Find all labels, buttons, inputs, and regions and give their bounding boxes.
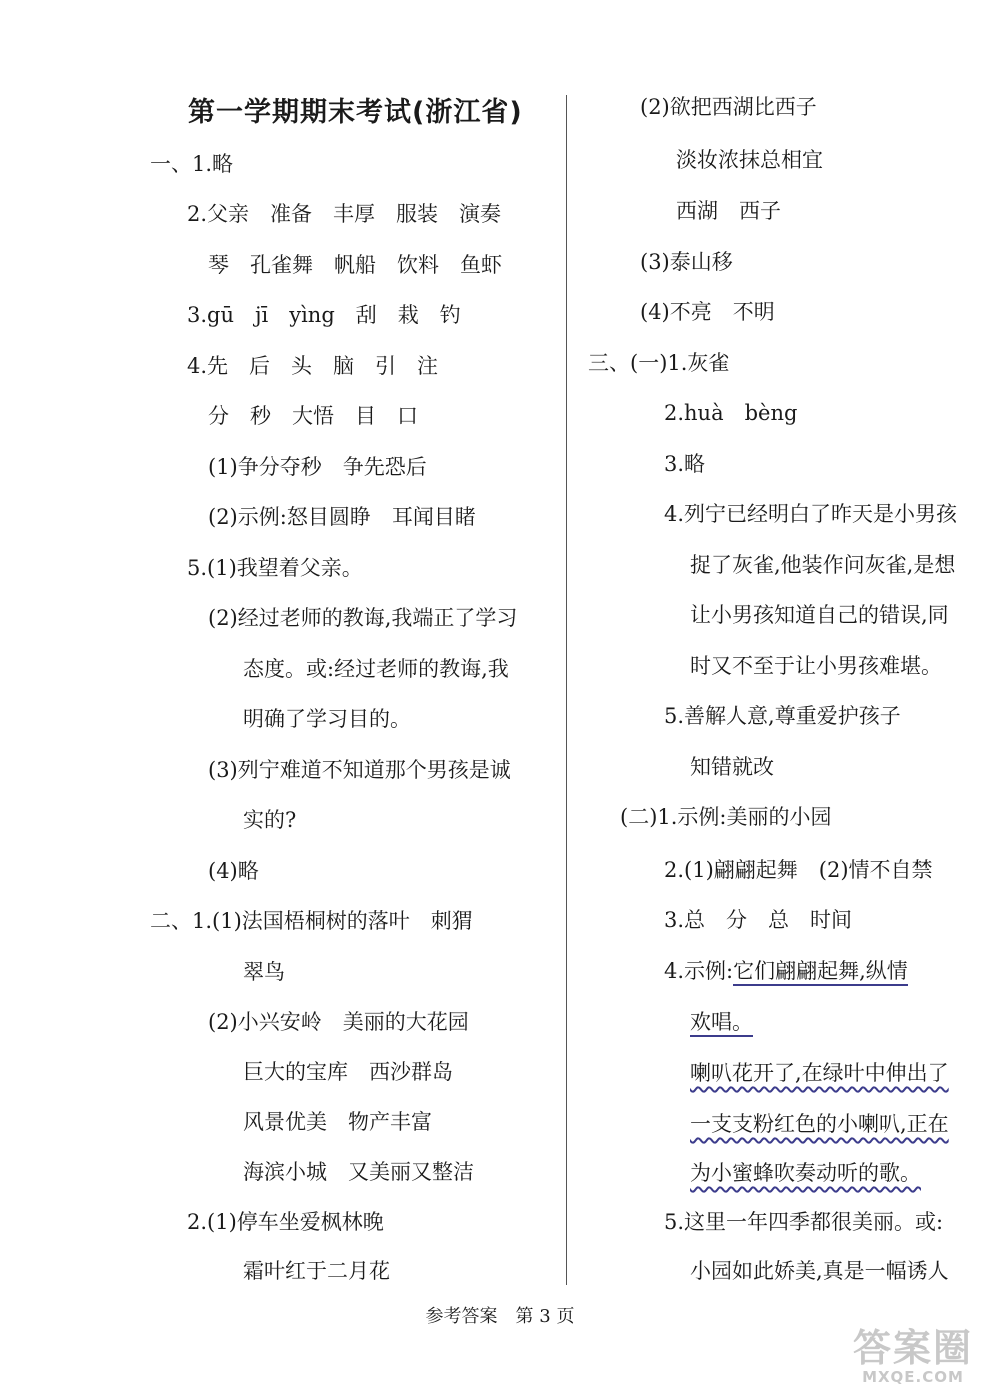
left-line-21: 海滨小城 又美丽又整洁 [243, 1160, 474, 1184]
right-line-7: 2.huà bèng [664, 401, 798, 425]
right-line-24: 小园如此娇美,真是一幅诱人 [690, 1259, 949, 1283]
right-line-18 [664, 956, 908, 986]
left-line-22: 2.(1)停车坐爱枫林晚 [187, 1210, 384, 1234]
underlined-answer-end: 欢唱。 [690, 1010, 753, 1037]
wavy-underlined-sentence-3: 为小蜜蜂吹奏动听的歌。 [690, 1161, 921, 1185]
wavy-underlined-sentence-2: 一支支粉红色的小喇叭,正在 [690, 1112, 949, 1136]
left-line-5: 4.先 后 头 脑 引 注 [187, 354, 439, 378]
right-line-21 [690, 1109, 949, 1139]
right-line-20 [690, 1058, 949, 1088]
right-line-11: 让小男孩知道自己的错误,同 [690, 603, 949, 627]
right-line-5: (4)不亮 不明 [640, 300, 775, 324]
left-line-20: 风景优美 物产丰富 [243, 1110, 432, 1134]
underlined-answer: 它们翩翩起舞,纵情 [733, 959, 908, 986]
page-footer: 参考答案 第 3 页 [425, 1306, 575, 1327]
left-line-9: 5.(1)我望着父亲。 [187, 556, 363, 580]
left-line-18: (2)小兴安岭 美丽的大花园 [208, 1010, 469, 1034]
right-line-16: 2.(1)翩翩起舞 (2)情不自禁 [664, 858, 933, 882]
left-line-8: (2)示例:怒目圆睁 耳闻目睹 [208, 505, 476, 529]
right-line-13: 5.善解人意,尊重爱护孩子 [664, 704, 901, 728]
left-line-23: 霜叶红于二月花 [243, 1259, 390, 1283]
right-line-10: 捉了灰雀,他装作问灰雀,是想 [690, 553, 956, 577]
left-line-2: 2.父亲 准备 丰厚 服装 演奏 [187, 202, 502, 226]
left-line-3: 琴 孔雀舞 帆船 饮料 鱼虾 [208, 253, 502, 277]
left-line-17: 翠鸟 [243, 960, 285, 984]
right-line-17: 3.总 分 总 时间 [664, 908, 853, 932]
column-divider [566, 95, 567, 1285]
right-line-15: (二)1.示例:美丽的小园 [620, 805, 832, 829]
right-line-19 [690, 1007, 753, 1037]
left-line-13: (3)列宁难道不知道那个男孩是诚 [208, 758, 511, 782]
watermark-logo [838, 1328, 988, 1388]
right-line-3: 西湖 西子 [676, 199, 781, 223]
left-line-15: (4)略 [208, 859, 259, 883]
left-line-10: (2)经过老师的教诲,我端正了学习 [208, 606, 518, 630]
left-line-14: 实的? [243, 808, 297, 832]
left-line-4: 3.gū jī yìng 刮 栽 钓 [187, 303, 461, 327]
right-line-4: (3)泰山移 [640, 250, 733, 274]
right-line-12: 时又不至于让小男孩难堪。 [690, 654, 942, 678]
right-line-23: 5.这里一年四季都很美丽。或: [664, 1210, 944, 1234]
left-line-16: 二、1.(1)法国梧桐树的落叶 刺猬 [150, 909, 473, 933]
right-line-9: 4.列宁已经明白了昨天是小男孩 [664, 502, 958, 526]
left-line-6: 分 秒 大悟 目 口 [208, 404, 418, 428]
left-line-11: 态度。或:经过老师的教诲,我 [243, 657, 509, 681]
right-line-2: 淡妆浓抹总相宜 [676, 148, 823, 172]
left-line-12: 明确了学习目的。 [243, 707, 411, 731]
right-line-1: (2)欲把西湖比西子 [640, 95, 817, 119]
wavy-underlined-sentence-1: 喇叭花开了,在绿叶中伸出了 [690, 1061, 949, 1085]
right-line-22 [690, 1158, 921, 1188]
left-line-1: 一、1.略 [150, 152, 234, 176]
right-line-6: 三、(一)1.灰雀 [588, 351, 730, 375]
example-label: 4.示例: [664, 959, 734, 983]
left-line-7: (1)争分夺秒 争先恐后 [208, 455, 427, 479]
right-line-8: 3.略 [664, 452, 706, 476]
watermark-text: 答案圈 [852, 1326, 973, 1370]
right-line-14: 知错就改 [690, 755, 774, 779]
left-line-19: 巨大的宝库 西沙群岛 [243, 1060, 453, 1084]
page-title: 第一学期期末考试(浙江省) [188, 97, 523, 128]
watermark-domain: MXQE.COM [862, 1368, 964, 1386]
